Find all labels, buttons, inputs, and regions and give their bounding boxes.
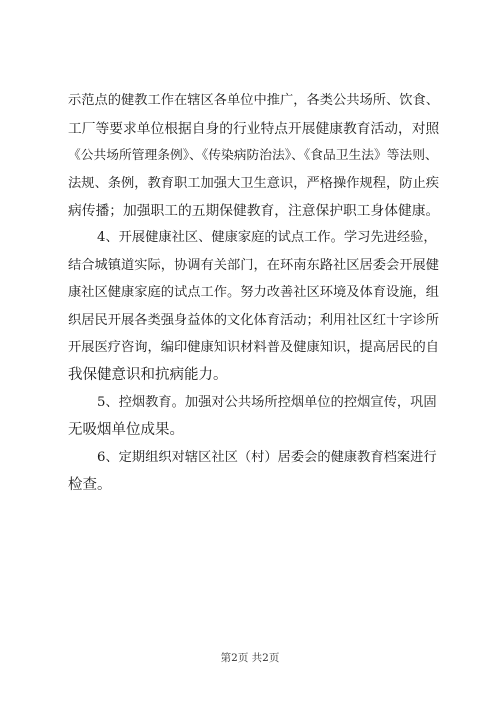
paragraph-1-line-3: 《公共场所管理条例》、《传染病防治法》、《食品卫生法》等法则、 [68,148,438,163]
paragraph-2-line-4: 织居民开展各类强身益体的文化体育活动；利用社区红十字诊所 [68,313,440,328]
paragraph-1-line-5: 病传播；加强职工的五期保健教育，注意保护职工身体健康。 [68,203,440,219]
paragraph-3-line-1: 5、控烟教育。加强对公共场所控烟单位的控烟宣传，巩固 [97,395,437,410]
paragraph-2-line-6: 我保健意识和抗病能力。 [68,367,228,383]
paragraph-1-line-1: 示范点的健教工作在辖区各单位中推广，各类公共场所、饮食、 [68,93,440,108]
paragraph-2-line-5: 开展医疗咨询，编印健康知识材料普及健康知识，提高居民的自 [68,340,440,355]
paragraph-2-line-3: 康社区健康家庭的试点工作。努力改善社区环境及体育设施，组 [68,285,440,300]
page-number-footer: 第2页 共2页 [220,652,280,664]
paragraph-1-line-4: 法规、条例，教育职工加强大卫生意识，严格操作规程，防止疾 [68,176,440,191]
paragraph-2-line-2: 结合城镇道实际，协调有关部门，在环南东路社区居委会开展健 [68,258,440,273]
paragraph-3-line-2: 无吸烟单位成果。 [68,422,184,438]
paragraph-2-line-1: 4、开展健康社区、健康家庭的试点工作。学习先进经验， [97,230,437,245]
paragraph-1-line-2: 工厂等要求单位根据自身的行业特点开展健康教育活动，对照 [68,121,440,137]
paragraph-4-line-1: 6、定期组织对辖区社区（村）居委会的健康教育档案进行 [97,450,437,465]
paragraph-4-line-2: 检查。 [68,477,112,493]
